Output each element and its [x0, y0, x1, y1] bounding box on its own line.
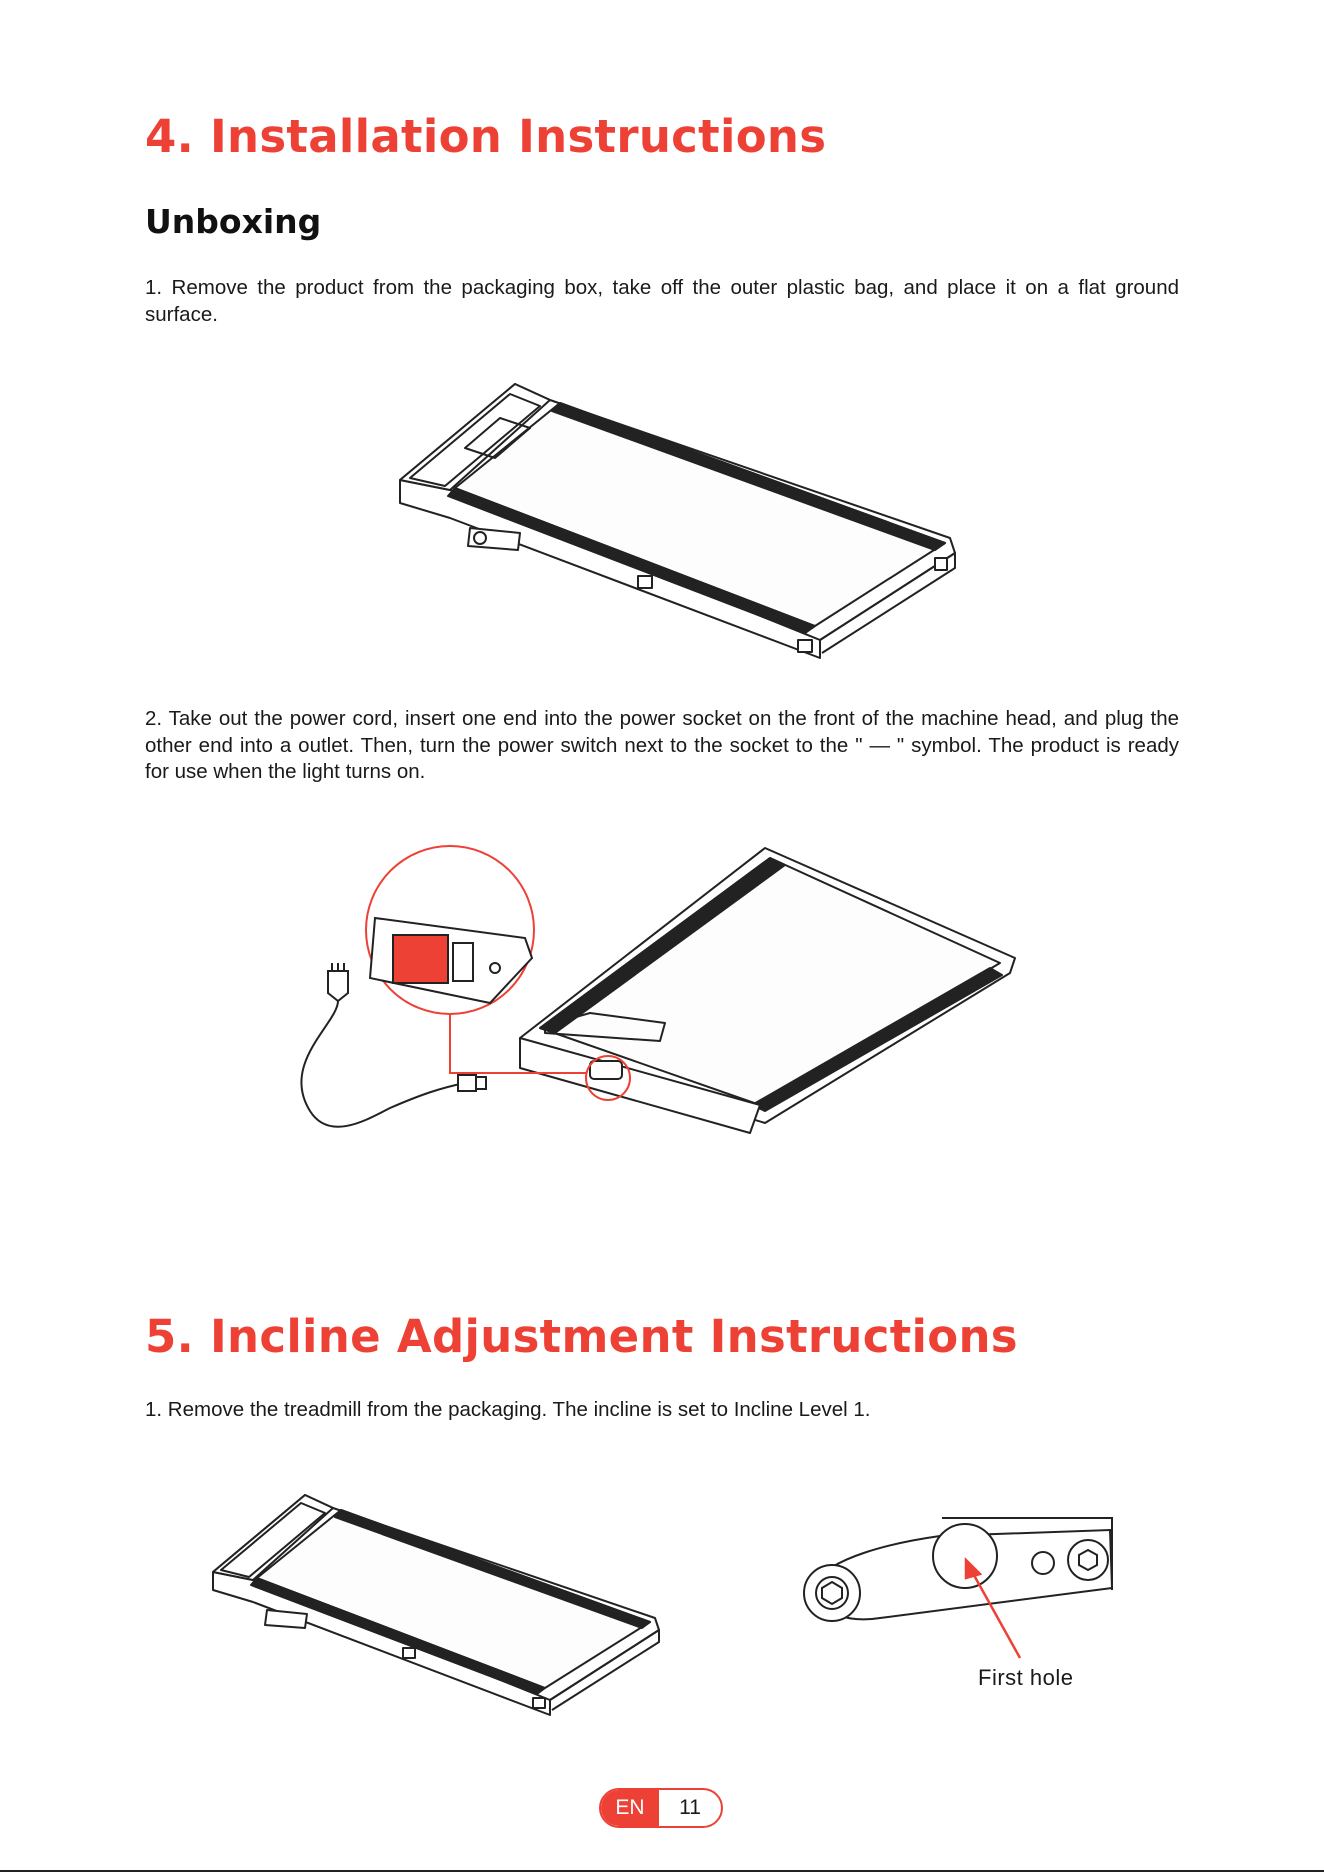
- power-connection-illustration: [290, 843, 1030, 1143]
- incline-bracket-detail: [790, 1508, 1120, 1648]
- treadmill-illustration-top: [390, 378, 960, 653]
- unboxing-step-2: 2. Take out the power cord, insert one end into the power socket on the front of the machine head, and plug the other end into a outlet. Then, turn the power switch next to the socket to the " — " symbol. The product is ready for use when the light turns on.: [145, 707, 1179, 783]
- unboxing-step-1: 1. Remove the product from the packaging box, take off the outer plastic bag, and place it on a flat ground surface.: [145, 276, 1179, 326]
- section-title-incline: 5. Incline Adjustment Instructions: [145, 1310, 1018, 1363]
- treadmill-illustration-incline: [205, 1490, 665, 1710]
- first-hole-label: First hole: [978, 1665, 1074, 1690]
- language-code: EN: [601, 1790, 659, 1826]
- subsection-title-unboxing: Unboxing: [145, 202, 322, 241]
- incline-step-1: 1. Remove the treadmill from the packaging. The incline is set to Incline Level 1.: [145, 1398, 871, 1421]
- section-title-installation: 4. Installation Instructions: [145, 110, 827, 163]
- page-badge: [599, 1788, 723, 1828]
- page-number: 11: [679, 1796, 701, 1819]
